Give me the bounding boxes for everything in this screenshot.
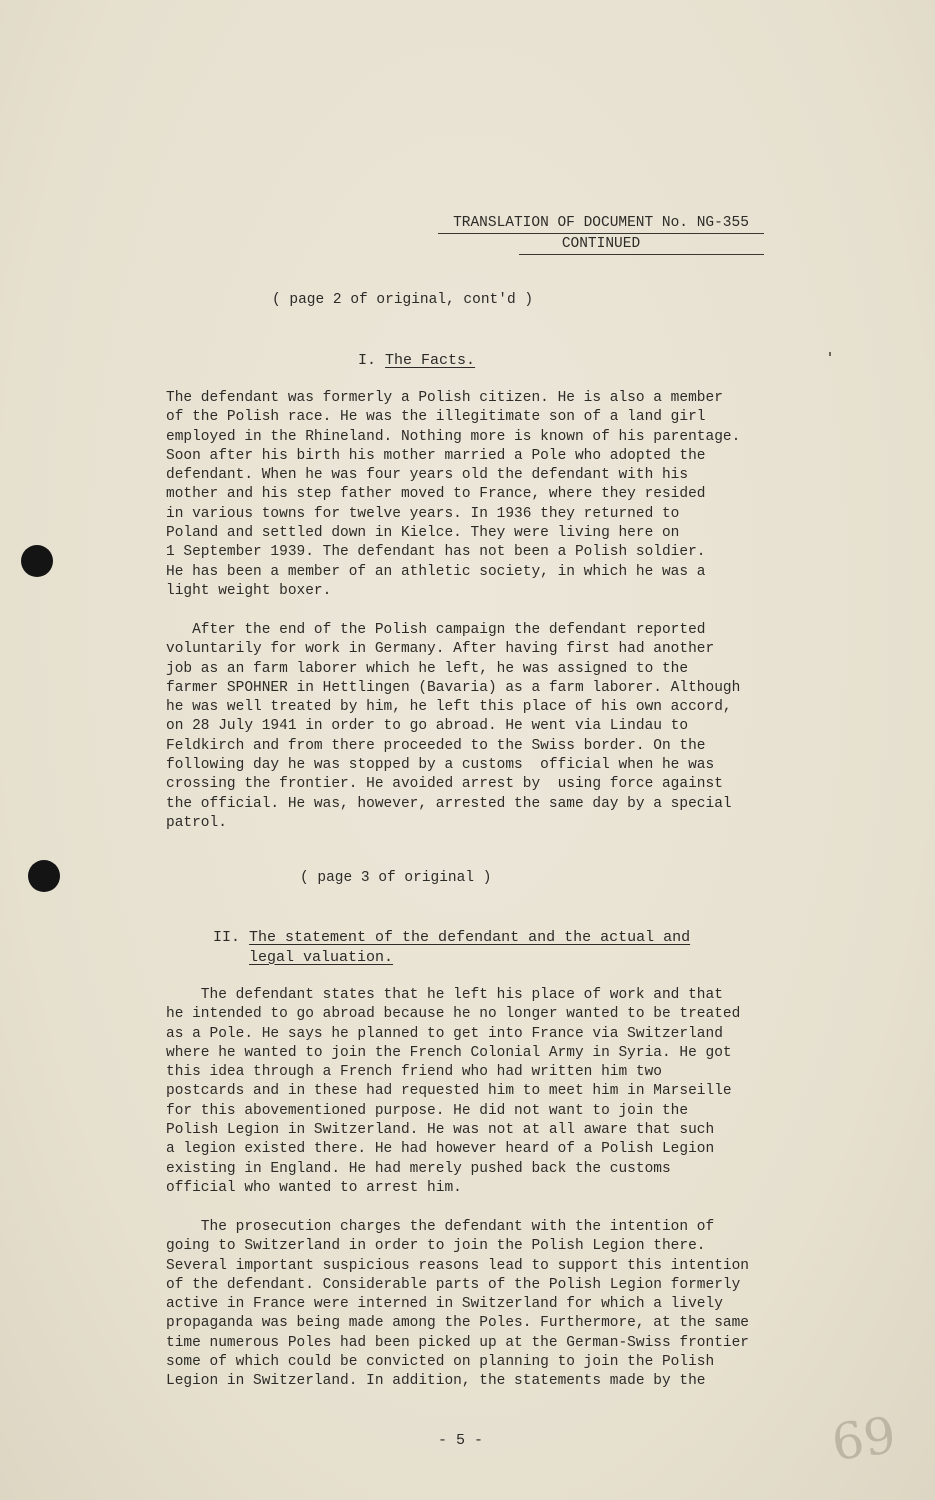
paragraph-campaign <box>166 621 806 833</box>
text-line: The prosecution charges the defendant with the intention of <box>166 1219 715 1235</box>
text-line: some of which could be convicted on planning to join the Polish <box>166 1354 715 1371</box>
page-number: - 5 - <box>438 1432 484 1449</box>
text-line: in various towns for twelve years. In 1936 they returned to <box>166 505 680 522</box>
text-line: postcards and in these had requested him to meet him in Marseille <box>166 1083 732 1100</box>
heading-continued: CONTINUED <box>561 236 641 252</box>
text-line: voluntarily for work in Germany. After having first had another <box>166 641 715 658</box>
text-line: following day he was stopped by a customs official when he was <box>166 757 715 774</box>
text-line: official who wanted to arrest him. <box>166 1179 462 1196</box>
section-title-line2: legal valuation. <box>249 948 394 966</box>
text-line: a legion existed there. He had however heard of a Polish Legion <box>166 1141 715 1158</box>
text-line: The defendant was formerly a Polish citizen. He is also a member <box>166 390 723 406</box>
text-line: active in France were interned in Switzerland for which a lively <box>166 1296 723 1313</box>
text-line: Poland and settled down in Kielce. They were living here on <box>166 525 680 542</box>
punch-hole-top <box>21 545 53 577</box>
text-line: this idea through a French friend who had written him two <box>166 1064 662 1081</box>
text-line: 1 September 1939. The defendant has not been a Polish soldier. <box>166 544 706 561</box>
text-line: After the end of the Polish campaign the defendant reported <box>166 622 706 638</box>
text-line: The defendant states that he left his place of work and that <box>166 987 723 1003</box>
text-line: he intended to go abroad because he no longer wanted to be treated <box>166 1006 741 1023</box>
section-title-line1: The statement of the defendant and the actual and <box>249 929 691 946</box>
text-line: going to Switzerland in order to join the Polish Legion there. <box>166 1238 706 1255</box>
section-title: The Facts. <box>385 352 476 369</box>
text-line: existing in England. He had merely pushed back the customs <box>166 1160 671 1177</box>
text-line: the official. He was, however, arrested the same day by a special <box>166 795 732 812</box>
text-line: propaganda was being made among the Poles. Furthermore, at the same <box>166 1315 749 1332</box>
text-line: time numerous Poles had been picked up at the German-Swiss frontier <box>166 1334 749 1351</box>
text-line: for this abovementioned purpose. He did not want to join the <box>166 1102 689 1119</box>
text-line: he was well treated by him, he left this place of his own accord, <box>166 699 732 716</box>
document-heading <box>438 213 764 255</box>
page-reference-note-2: ( page 3 of original ) <box>300 870 492 886</box>
page-reference-note: ( page 2 of original, cont'd ) <box>272 292 534 308</box>
text-line: Soon after his birth his mother married a Pole who adopted the <box>166 447 706 464</box>
paragraph-prosecution <box>166 1218 806 1392</box>
heading-title: TRANSLATION OF DOCUMENT No. NG-355 <box>453 215 749 231</box>
paragraph-facts <box>166 389 806 601</box>
text-line: as a Pole. He says he planned to get into France via Switzerland <box>166 1025 723 1042</box>
text-line: Polish Legion in Switzerland. He was not at all aware that such <box>166 1122 715 1139</box>
section-number: I. <box>358 352 377 369</box>
margin-handwritten-number: 69 <box>828 1405 900 1473</box>
text-line: Legion in Switzerland. In addition, the statements made by the <box>166 1373 706 1390</box>
text-line: light weight boxer. <box>166 582 332 599</box>
text-line: job as an farm laborer which he left, he was assigned to the <box>166 660 689 677</box>
text-line: on 28 July 1941 in order to go abroad. He went via Lindau to <box>166 718 689 735</box>
paper-speck <box>829 352 831 356</box>
section-heading-facts <box>358 351 475 371</box>
section-number: II. <box>213 929 241 946</box>
paragraph-statement <box>166 986 806 1198</box>
text-line: mother and his step father moved to France, where they resided <box>166 486 706 503</box>
text-line: crossing the frontier. He avoided arrest by using force against <box>166 776 723 793</box>
text-line: Several important suspicious reasons lead to support this intention <box>166 1257 749 1274</box>
heading-underline-2 <box>519 254 764 255</box>
text-line: Feldkirch and from there proceeded to the Swiss border. On the <box>166 737 706 754</box>
text-line: defendant. When he was four years old the defendant with his <box>166 467 689 484</box>
punch-hole-bottom <box>28 860 60 892</box>
section-heading-statement <box>213 928 690 967</box>
text-line: He has been a member of an athletic society, in which he was a <box>166 563 706 580</box>
text-line: of the Polish race. He was the illegitimate son of a land girl <box>166 409 706 426</box>
text-line: farmer SPOHNER in Hettlingen (Bavaria) as a farm laborer. Although <box>166 679 741 696</box>
text-line: of the defendant. Considerable parts of the Polish Legion formerly <box>166 1276 741 1293</box>
text-line: where he wanted to join the French Colonial Army in Syria. He got <box>166 1044 732 1061</box>
text-line: employed in the Rhineland. Nothing more is known of his parentage. <box>166 428 741 445</box>
text-line: patrol. <box>166 814 227 831</box>
